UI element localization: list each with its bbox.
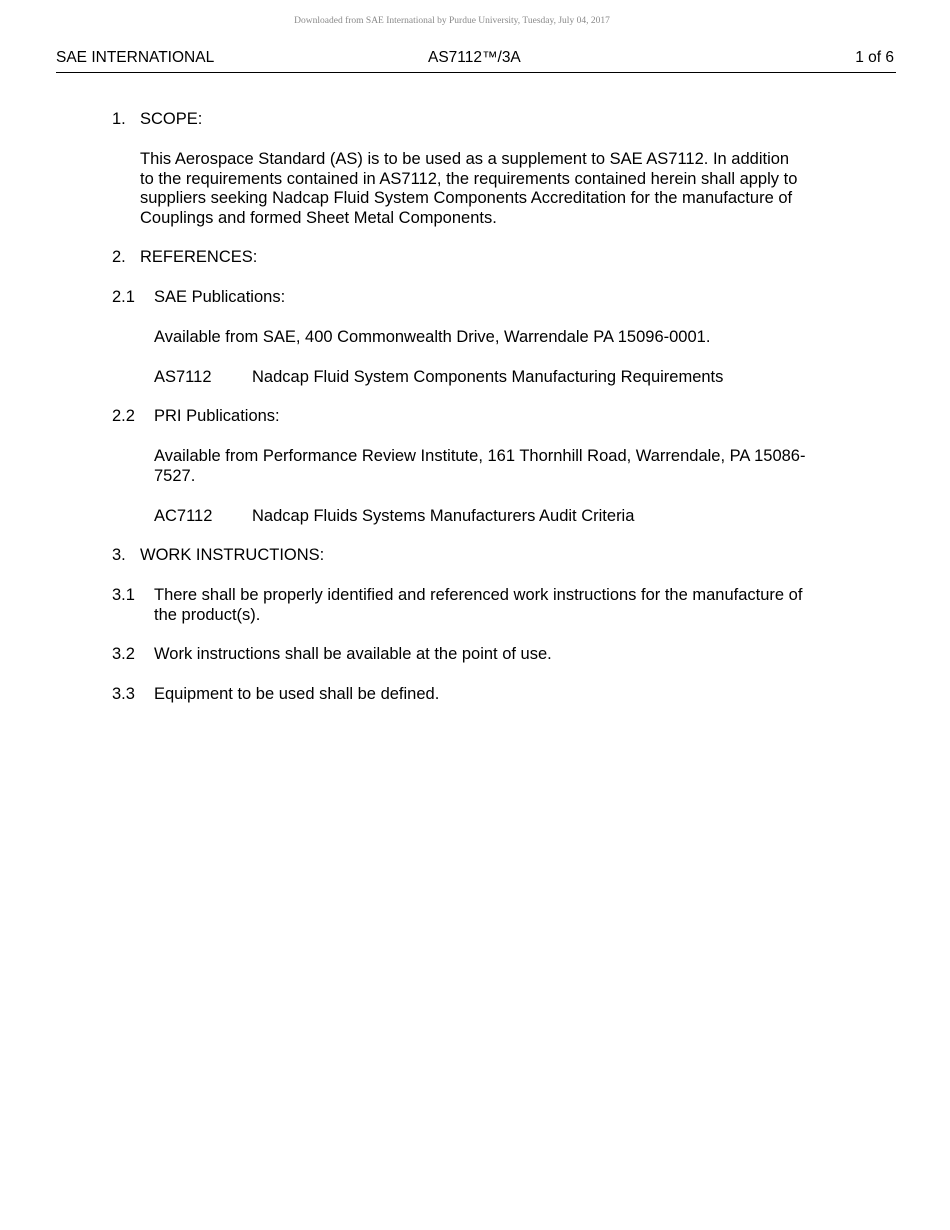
scope-line: Couplings and formed Sheet Metal Components. (140, 209, 497, 228)
header-document-number: AS7112™/3A (428, 49, 521, 66)
section-number: 3.1 (112, 586, 135, 604)
sae-availability: Available from SAE, 400 Commonwealth Drive, Warrendale PA 15096-0001. (154, 328, 711, 346)
reference-code: AC7112 (154, 507, 213, 525)
reference-title: Nadcap Fluids Systems Manufacturers Audit Criteria (252, 507, 635, 525)
section-number: 3.3 (112, 685, 135, 703)
reference-code: AS7112 (154, 368, 212, 386)
pri-availability-line: 7527. (154, 466, 196, 485)
pri-availability-line: Available from Performance Review Institute, 161 Thornhill Road, Warrendale, PA 15086- (154, 447, 806, 465)
section-number: 1. (112, 110, 126, 128)
section-3-1-line: the product(s). (154, 605, 261, 624)
section-title: WORK INSTRUCTIONS: (140, 546, 325, 564)
section-number: 3. (112, 546, 126, 564)
header-publisher: SAE INTERNATIONAL (56, 49, 215, 66)
section-3-3-text: Equipment to be used shall be defined. (154, 685, 440, 703)
download-watermark: Downloaded from SAE International by Purdue University, Tuesday, July 04, 2017 (294, 16, 610, 26)
section-number: 2.1 (112, 288, 135, 306)
section-3-1-text (154, 586, 802, 625)
header-page-number: 1 of 6 (855, 49, 894, 66)
section-3-2-text: Work instructions shall be available at the point of use. (154, 645, 552, 663)
section-number: 3.2 (112, 645, 135, 663)
section-title: SCOPE: (140, 110, 203, 128)
scope-paragraph (140, 150, 797, 229)
scope-line: This Aerospace Standard (AS) is to be used as a supplement to SAE AS7112. In addition (140, 150, 790, 168)
section-number: 2.2 (112, 407, 135, 425)
section-3-1-line: There shall be properly identified and referenced work instructions for the manufacture of (154, 586, 803, 604)
section-title: SAE Publications: (154, 288, 286, 306)
scope-line: to the requirements contained in AS7112, the requirements contained herein shall apply to (140, 169, 798, 188)
section-title: REFERENCES: (140, 248, 258, 266)
section-number: 2. (112, 248, 126, 266)
section-title: PRI Publications: (154, 407, 280, 425)
page-header (56, 49, 896, 73)
pri-availability (154, 447, 805, 486)
scope-line: suppliers seeking Nadcap Fluid System Components Accreditation for the manufacture of (140, 189, 793, 208)
reference-title: Nadcap Fluid System Components Manufacturing Requirements (252, 368, 724, 386)
